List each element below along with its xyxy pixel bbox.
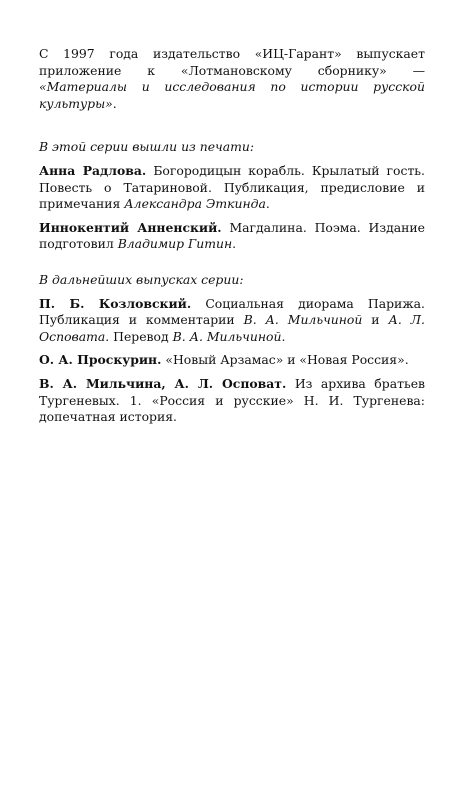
upcoming-entry-milchina-ospovat [39,376,425,426]
entry-author: О. А. Проскурин. [39,352,162,368]
entry-end: . [265,196,270,212]
upcoming-heading: В дальнейших выпусках серии: [39,271,244,287]
entry-author: П. Б. Козловский. [39,295,192,311]
intro-end: . [112,95,117,111]
entry-translator: В. А. Мильчиной [172,328,282,344]
entry-editor: Александра Эткинда [124,196,266,212]
entry-text: . Перевод [105,328,169,344]
entry-author: Иннокентий Анненский. [39,219,222,235]
entry-editor: В. А. Мильчиной [243,312,363,328]
entry-text: Из архива братьев Тургеневых. 1. «Россия и русские» Н. И. Тургенева: допечатная история. [39,375,425,425]
upcoming-entry-kozlovsky [39,296,425,346]
entry-editor: А. Л. Осповата [39,312,425,344]
entry-conjunction: и [371,312,380,328]
entry-text: Богородицын корабль. Крылатый гость. Повесть о Татариновой. Публикация, предисловие и примечания [39,162,425,212]
entry-text: Социальная диорама Парижа. Публикация и комментарии [39,295,425,328]
entry-editor: Владимир Гитин [117,236,233,252]
series-title: «Материалы и исследования по истории русской культуры» [39,79,425,111]
upcoming-entry-proskurin [39,352,425,369]
entry-end: . [232,236,237,252]
entry-text: «Новый Арзамас» и «Новая Россия». [165,352,409,368]
entry-author: Анна Радлова. [39,162,147,178]
published-entry-radlova [39,163,425,213]
entry-end: . [281,328,286,344]
entry-author: В. А. Мильчина, А. Л. Осповат. [39,375,287,391]
entry-text: Магдалина. Поэма. Издание подготовил [39,219,425,252]
intro-text: С 1997 года издательство «ИЦ-Гарант» выпускает приложение к «Лотмановскому сборнику» — [39,46,425,78]
intro-paragraph [39,46,425,112]
published-heading: В этой серии вышли из печати: [39,139,255,155]
published-entry-annensky [39,220,425,253]
